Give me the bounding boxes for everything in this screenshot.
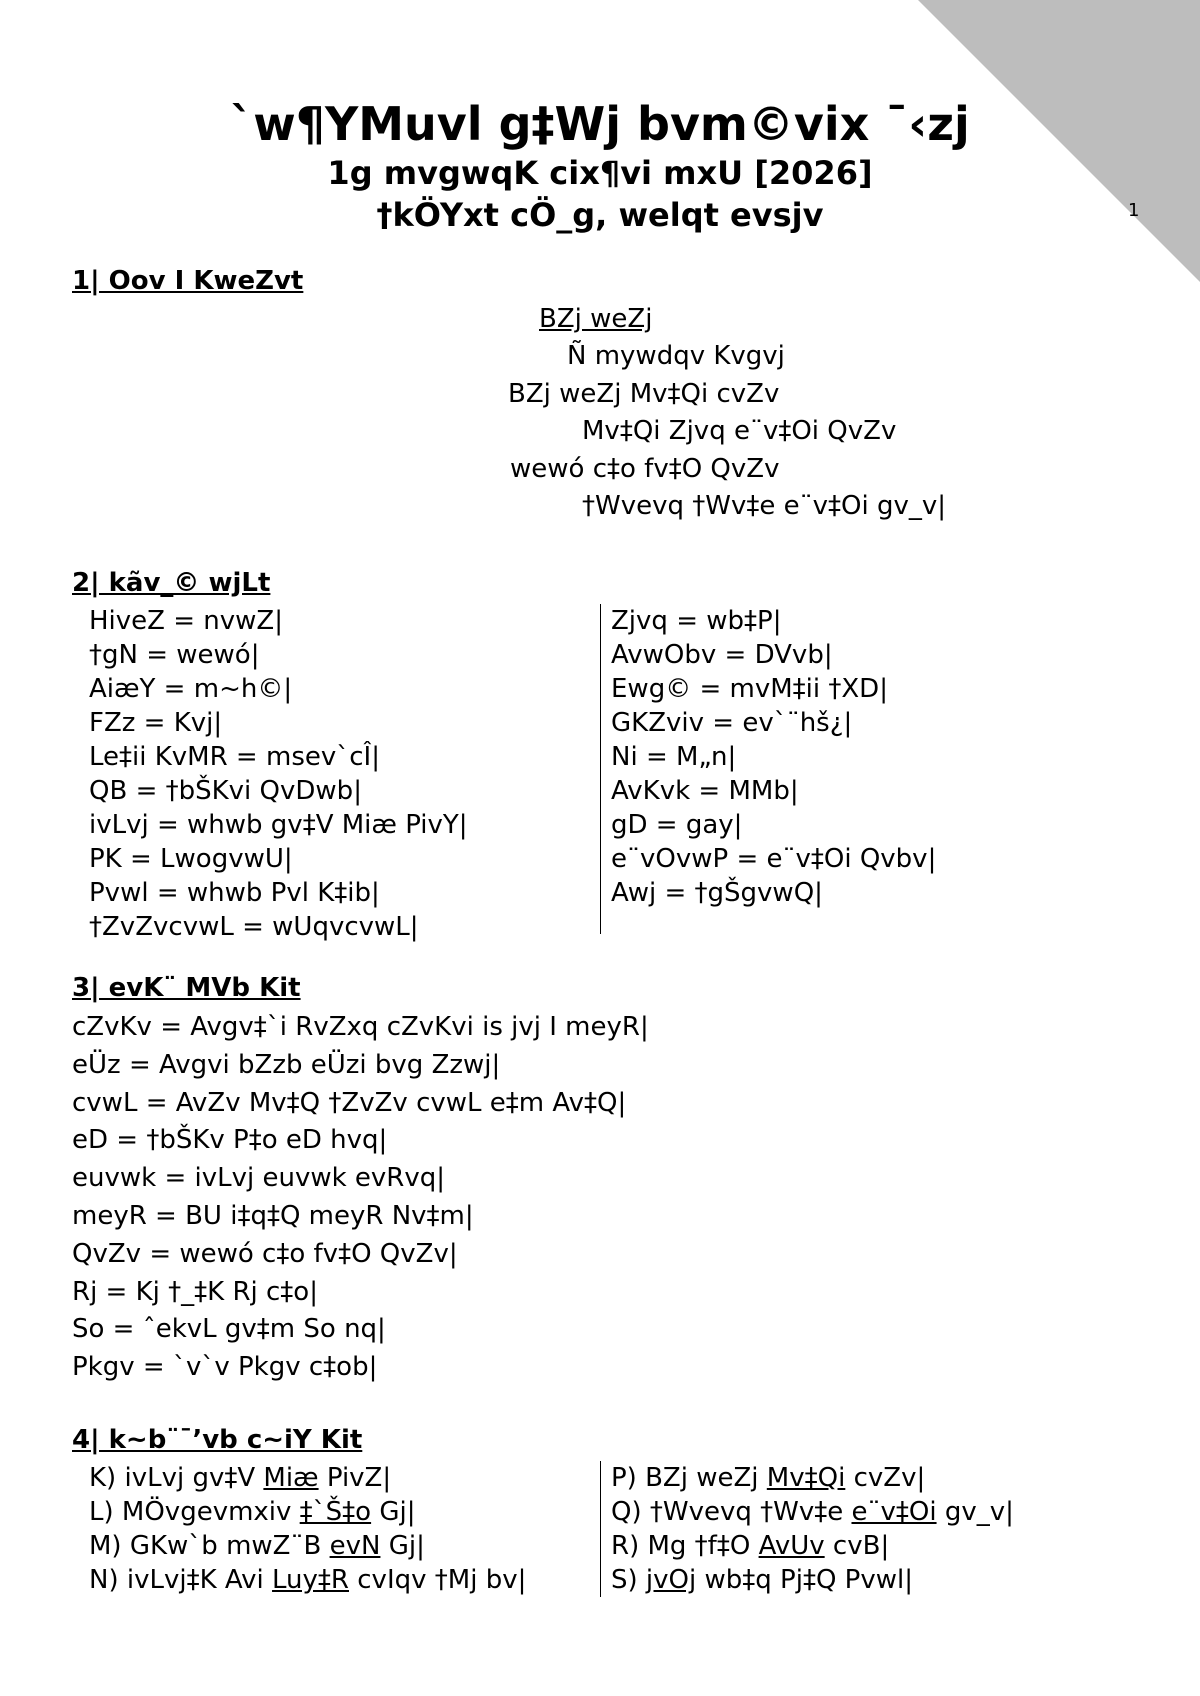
fill-blank-item — [611, 1461, 1014, 1495]
item-number: M) — [89, 1531, 122, 1561]
section-3-heading: 3| evK¨ MVb Kit — [72, 973, 301, 1003]
item-number: Q) — [611, 1497, 642, 1527]
word-meaning-item: Ewg© = mvM‡ii †XD| — [611, 674, 888, 704]
poem-line: Mv‡Qi Zjvq e¨v‡Oi QvZv — [582, 416, 897, 446]
item-number: K) — [89, 1463, 117, 1493]
word-meaning-item: Zjvq = wb‡P| — [611, 606, 782, 636]
sentence-item: Rj = Kj †_‡K Rj c‡o| — [72, 1276, 318, 1307]
sentence-item: cvwL = AvZv Mv‡Q †ZvZv cvwL e‡m Av‡Q| — [72, 1087, 627, 1118]
item-text: wb‡q Pj‡Q Pvwl| — [696, 1565, 913, 1595]
underlined-answer: evN — [329, 1531, 381, 1561]
item-text: GKw`b mwZ¨B — [129, 1531, 330, 1561]
word-meaning-item: AvKvk = MMb| — [611, 776, 799, 806]
item-text: ivLvj gv‡V — [124, 1463, 264, 1493]
item-number: L) — [89, 1497, 114, 1527]
fill-blank-item — [611, 1563, 1014, 1597]
school-title: `w¶YMuvl g‡Wj bvm©vix ¯‹zj — [230, 97, 970, 151]
underlined-answer: AvUv — [758, 1531, 825, 1561]
word-meaning-item: Pvwl = whwb Pvl K‡ib| — [89, 878, 380, 908]
poem-line: wewó c‡o fv‡O QvZv — [510, 454, 780, 484]
word-meaning-item: Awj = †gŠgvwQ| — [611, 878, 823, 908]
underlined-answer: jvOj — [645, 1565, 697, 1595]
fill-blank-item — [89, 1461, 526, 1495]
sentence-item: meyR = BU i‡q‡Q meyR Nv‡m| — [72, 1200, 474, 1231]
item-text: †Wvevq †Wv‡e — [649, 1497, 852, 1527]
column-divider — [600, 604, 601, 934]
item-text: cvB| — [824, 1531, 890, 1561]
word-meaning-item: GKZviv = ev`¨hš¿| — [611, 708, 853, 738]
word-meaning-item: †ZvZvcvwL = wUqvcvwL| — [89, 912, 419, 942]
item-number: R) — [611, 1531, 640, 1561]
word-meaning-item: Ni = M„n| — [611, 742, 737, 772]
underlined-answer: Luy‡R — [272, 1565, 349, 1595]
item-text: Mg †f‡O — [647, 1531, 759, 1561]
item-text: gv_v| — [936, 1497, 1014, 1527]
fill-blank-item — [611, 1495, 1014, 1529]
fill-blank-left-column — [89, 1461, 526, 1597]
fill-blank-item — [611, 1529, 1014, 1563]
item-text: Gj| — [371, 1497, 416, 1527]
underlined-answer: ‡`Š‡o — [299, 1497, 372, 1527]
fill-blank-item — [89, 1495, 526, 1529]
poem-line: †Wvevq †Wv‡e e¨v‡Oi gv_v| — [582, 491, 946, 521]
underlined-answer: Mv‡Qi — [766, 1463, 846, 1493]
item-text: MÖvgevmxiv — [121, 1497, 300, 1527]
fill-blank-item — [89, 1529, 526, 1563]
word-meaning-item: FZz = Kvj| — [89, 708, 223, 738]
poem-line: BZj weZj Mv‡Qi cvZv — [508, 379, 780, 409]
sentence-item: Pkgv = `v`v Pkgv c‡ob| — [72, 1352, 378, 1383]
item-text: cvIqv †Mj bv| — [349, 1565, 527, 1595]
word-meaning-item: AvwObv = DVvb| — [611, 640, 833, 670]
item-text: ivLvj‡K Avi — [126, 1565, 273, 1595]
item-number: N) — [89, 1565, 119, 1595]
item-number: S) — [611, 1565, 638, 1595]
word-meaning-item: QB = †bŠKvi QvDwb| — [89, 776, 362, 806]
item-text: PivZ| — [318, 1463, 392, 1493]
document-header — [0, 96, 1200, 236]
sentence-item: eD = †bŠKv P‡o eD hvq| — [72, 1125, 388, 1156]
word-meaning-item: Le‡ii KvMR = msev`cÎ| — [89, 742, 380, 772]
sentence-item: So = ˆekvL gv‡m So nq| — [72, 1314, 386, 1345]
class-subject-line: †kÖYxt cÖ_g, welqt evsjv — [376, 196, 824, 234]
section-4-heading: 4| k~b¨¯’vb c~iY Kit — [72, 1425, 363, 1455]
sentence-item: euvwk = ivLvj euvwk evRvq| — [72, 1163, 446, 1194]
word-meaning-item: gD = gay| — [611, 810, 743, 840]
sentence-item: eÜz = Avgvi bZzb eÜzi bvg Zzwj| — [72, 1049, 501, 1080]
word-meaning-left-column — [89, 604, 468, 944]
word-meaning-item: HiveZ = nvwZ| — [89, 606, 283, 636]
word-meaning-right-column — [611, 604, 936, 910]
sentence-item: QvZv = wewó c‡o fv‡O QvZv| — [72, 1238, 458, 1269]
word-meaning-item: AiæY = m~h©| — [89, 674, 293, 704]
page-number: 1 — [1128, 200, 1140, 221]
item-text: cvZv| — [845, 1463, 926, 1493]
sentence-list — [72, 1009, 649, 1387]
word-meaning-item: e¨vOvwP = e¨v‡Oi Qvbv| — [611, 844, 937, 874]
underlined-answer: e¨v‡Oi — [851, 1497, 937, 1527]
sentence-item: cZvKv = Avgv‡`i RvZxq cZvKvi is jvj I meyR| — [72, 1012, 649, 1042]
word-meaning-item: †gN = wewó| — [89, 640, 260, 670]
column-divider — [600, 1461, 601, 1597]
poem-author: Ñ mywdqv Kvgvj — [567, 341, 785, 371]
underlined-answer: Miæ — [263, 1463, 319, 1493]
poem-title: BZj weZj — [539, 304, 653, 334]
item-number: P) — [611, 1463, 637, 1493]
word-meaning-item: PK = LwogvwU| — [89, 844, 293, 874]
exam-subtitle: 1g mvgwqK cix¶vi mxU [2026] — [327, 154, 873, 192]
section-2-heading: 2| kãv_© wjLt — [72, 568, 271, 598]
item-text: Gj| — [380, 1531, 425, 1561]
fill-blank-right-column — [611, 1461, 1014, 1597]
fill-blank-item — [89, 1563, 526, 1597]
section-1-heading: 1| Oov I KweZvt — [72, 266, 304, 296]
word-meaning-item: ivLvj = whwb gv‡V Miæ PivY| — [89, 810, 468, 840]
item-text: BZj weZj — [645, 1463, 767, 1493]
